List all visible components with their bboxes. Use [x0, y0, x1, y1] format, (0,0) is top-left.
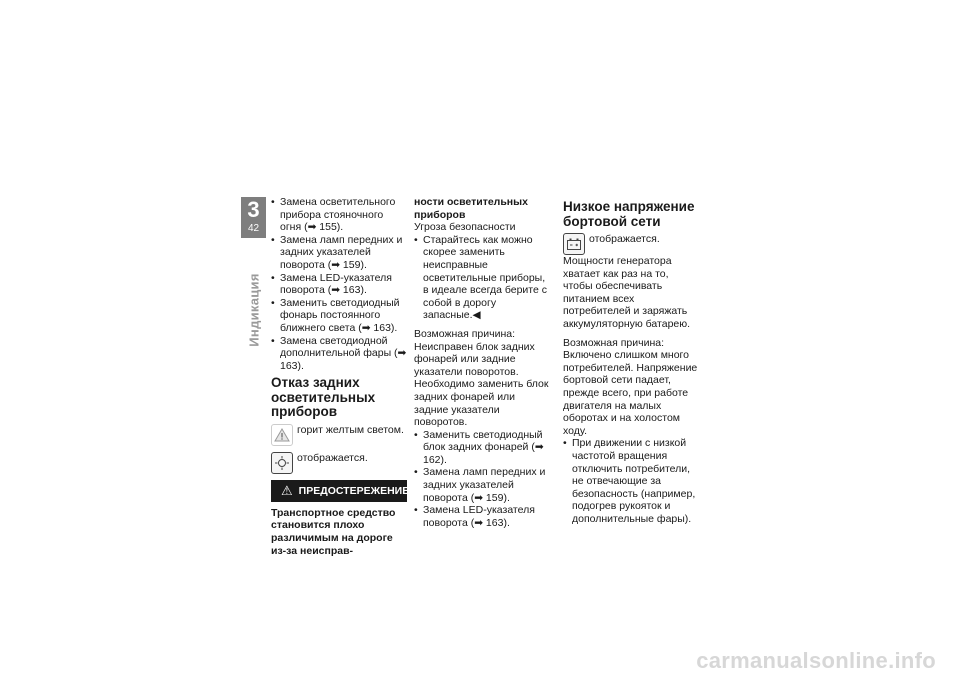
page-number: 42	[247, 223, 260, 234]
list-item: • При движении с низкой частотой вращения отключить потребители, не отвечающие за безопасность (например, подогрев рукояток и дополнительные фары).	[563, 437, 701, 525]
warning-icon: ⚠	[281, 482, 293, 498]
indicator-row	[271, 452, 407, 474]
chapter-tab	[241, 197, 266, 238]
list-item: • Старайтесь как можно скорее заменить неисправные осветительные приборы, в идеале всегда берите с собой в дорогу запасные.◀	[414, 234, 550, 322]
warning-body: Транспортное средство становится плохо различимым на дороге из-за неисправ-	[271, 506, 396, 557]
section-heading: Отказ задних осветительных приборов	[271, 375, 376, 420]
section-heading: Низкое напряжение бортовой сети	[563, 199, 695, 229]
section-title: Индикация	[246, 273, 262, 347]
column-2	[414, 196, 550, 529]
watermark: carmanualsonline.info	[696, 648, 936, 673]
intro-text: Мощности генератора хватает как раз на то, чтобы обеспечивать питанием всех потребителей и заряжать аккумуляторную батарею.	[563, 255, 691, 330]
rear-light-fault-icon	[271, 452, 293, 474]
indicator-row	[271, 424, 407, 446]
list-item: • Заменить светодиодный фонарь постоянного ближнего света (➡ 163).	[271, 297, 407, 335]
indicator-text: отображается.	[297, 451, 368, 464]
indicator-text: горит желтым светом.	[297, 423, 404, 436]
column-1	[271, 196, 410, 557]
list-item: • Замена LED-указателя поворота (➡ 163).	[271, 272, 407, 297]
hazard-text: Угроза безопасности	[414, 221, 516, 234]
cause-text: Неисправен блок задних фонарей или задние указатели поворотов.	[414, 340, 535, 378]
list-item: • Замена осветительного прибора стояночного огня (➡ 155).	[271, 196, 407, 234]
list-item: • Замена светодиодной дополнительной фары (➡ 163).	[271, 335, 407, 373]
warning-continuation: ности осветительных приборов	[414, 196, 528, 221]
warning-banner	[271, 480, 410, 502]
warning-triangle-icon	[271, 424, 293, 446]
cause-label: Возможная причина:	[414, 327, 516, 340]
section-side-label	[240, 270, 268, 350]
list-item: • Замена ламп передних и задних указателей поворота (➡ 159).	[414, 466, 550, 504]
cause-label: Возможная причина:	[563, 336, 665, 349]
list-item: • Замена ламп передних и задних указателей поворота (➡ 159).	[271, 234, 407, 272]
list-item: • Замена LED-указателя поворота (➡ 163).	[414, 504, 550, 529]
chapter-number: 3	[247, 197, 260, 222]
list-item: • Заменить светодиодный блок задних фонарей (➡ 162).	[414, 429, 550, 467]
warning-label: ПРЕДОСТЕРЕЖЕНИЕ	[298, 484, 410, 497]
cause-text: Включено слишком много потребителей. Напряжение бортовой сети падает, прежде всего, при работе двигателя на малых оборотах и на холостом ходу.	[563, 349, 698, 437]
indicator-text: отображается.	[589, 233, 660, 245]
action-text: Необходимо заменить блок задних фонарей или задние указатели поворотов.	[414, 378, 549, 429]
indicator-row	[563, 233, 701, 255]
column-3	[563, 196, 701, 525]
battery-voltage-icon	[563, 233, 585, 255]
